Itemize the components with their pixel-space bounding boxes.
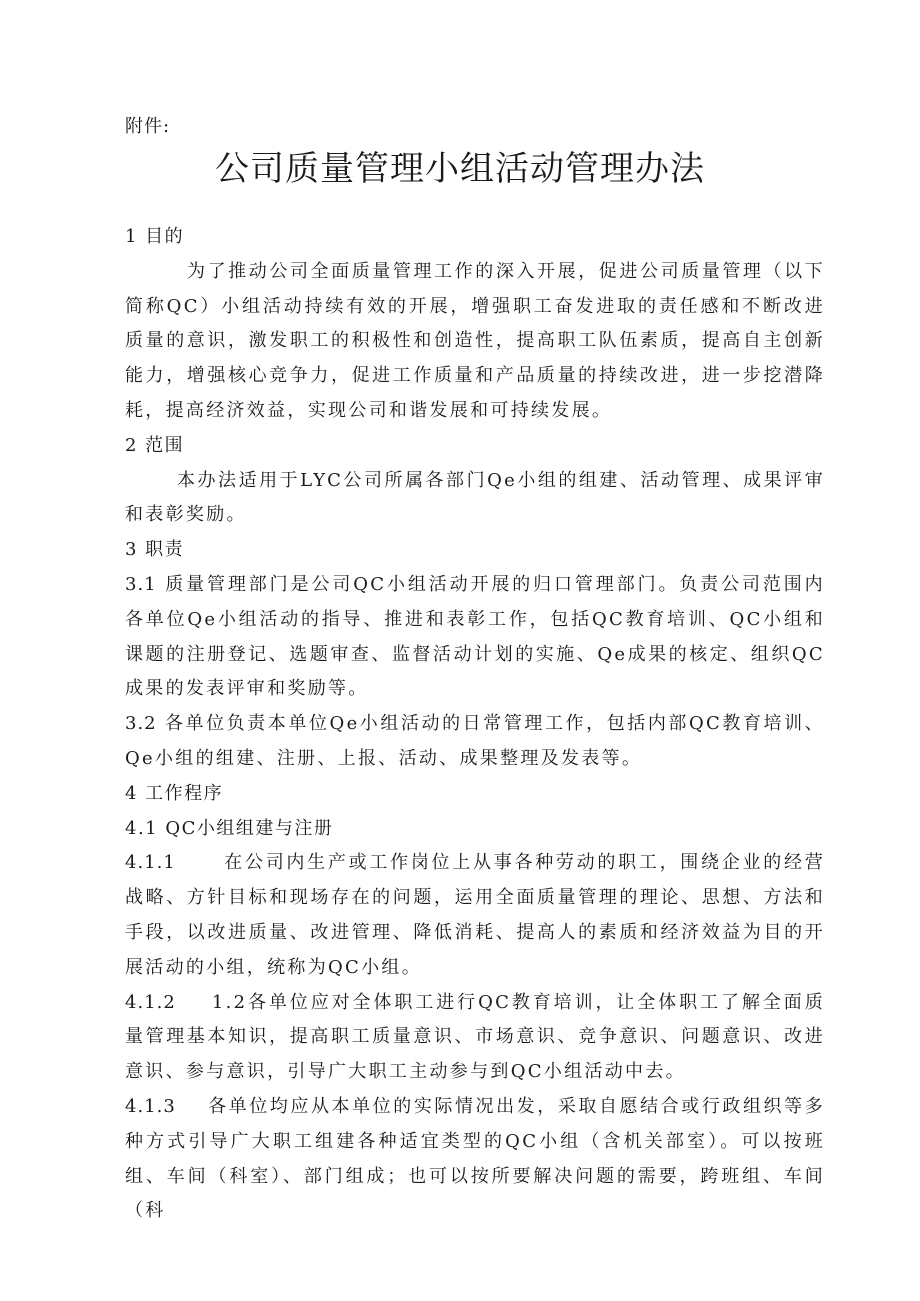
clause-4-1-2: [125, 986, 825, 1090]
clause-4-1-2-text: 1.2各单位应对全体职工进行QC教育培训，让全体职工了解全面质量管理基本知识，提高职工质量意识、市场意识、竞争意识、问题意识、改进意识、参与意识，引导广大职工主动参与到QC小组活动中去。: [125, 991, 825, 1083]
subsection-4-1-heading: 4.1 QC小组组建与注册: [125, 817, 334, 839]
clause-4-1-3-number: 4.1.3: [125, 1095, 176, 1117]
document-body: [125, 220, 825, 1229]
clause-3-1-text: 质量管理部门是公司QC小组活动开展的归口管理部门。负责公司范围内各单位Qe小组活动的指导、推进和表彰工作，包括QC教育培训、QC小组和课题的注册登记、选题审查、监督活动计划的实施、Qe成果的核定、组织QC成果的发表评审和奖励等。: [125, 573, 825, 700]
clause-3-1: [125, 568, 825, 707]
clause-4-1-1: [125, 846, 825, 985]
clause-4-1-1-number: 4.1.1: [125, 852, 176, 874]
clause-3-1-number: 3.1: [125, 573, 157, 595]
clause-4-1-2-number: 4.1.2: [125, 991, 176, 1013]
clause-3-2: [125, 707, 825, 777]
section-3-heading: 3 职责: [125, 539, 185, 561]
clause-4-1-1-text: 在公司内生产或工作岗位上从事各种劳动的职工，围绕企业的经营战略、方针目标和现场存在的问题，运用全面质量管理的理论、思想、方法和手段，以改进质量、改进管理、降低消耗、提高人的素质和经济效益为目的开展活动的小组，统称为QC小组。: [125, 852, 825, 978]
section-2-paragraph: 本办法适用于LYC公司所属各部门Qe小组的组建、活动管理、成果评审和表彰奖励。: [125, 469, 825, 526]
section-1-paragraph: 为了推动公司全面质量管理工作的深入开展，促进公司质量管理（以下简称QC）小组活动持续有效的开展，增强职工奋发进取的责任感和不断改进质量的意识，激发职工的积极性和创造性，提高职工队伍素质，提高自主创新能力，增强核心竞争力，促进工作质量和产品质量的持续改进，进一步挖潜降耗，提高经济效益，实现公司和谐发展和可持续发展。: [125, 260, 825, 421]
clause-3-2-number: 3.2: [125, 713, 157, 735]
section-2-heading: 2 范围: [125, 434, 185, 456]
document-title: 公司质量管理小组活动管理办法: [215, 149, 705, 189]
section-4-heading: 4 工作程序: [125, 782, 224, 804]
clause-4-1-3-text: 各单位均应从本单位的实际情况出发，采取自愿结合或行政组织等多种方式引导广大职工组建各种适宜类型的QC小组（含机关部室）。可以按班组、车间（科室）、部门组成；也可以按所要解决问题的需要，跨班组、车间（科: [125, 1095, 825, 1222]
clause-4-1-3: [125, 1090, 825, 1229]
section-1-heading: 1 目的: [125, 226, 185, 247]
clause-3-2-text: 各单位负责本单位Qe小组活动的日常管理工作，包括内部QC教育培训、Qe小组的组建、注册、上报、活动、成果整理及发表等。: [125, 713, 825, 769]
attachment-label: 附件:: [125, 116, 171, 137]
